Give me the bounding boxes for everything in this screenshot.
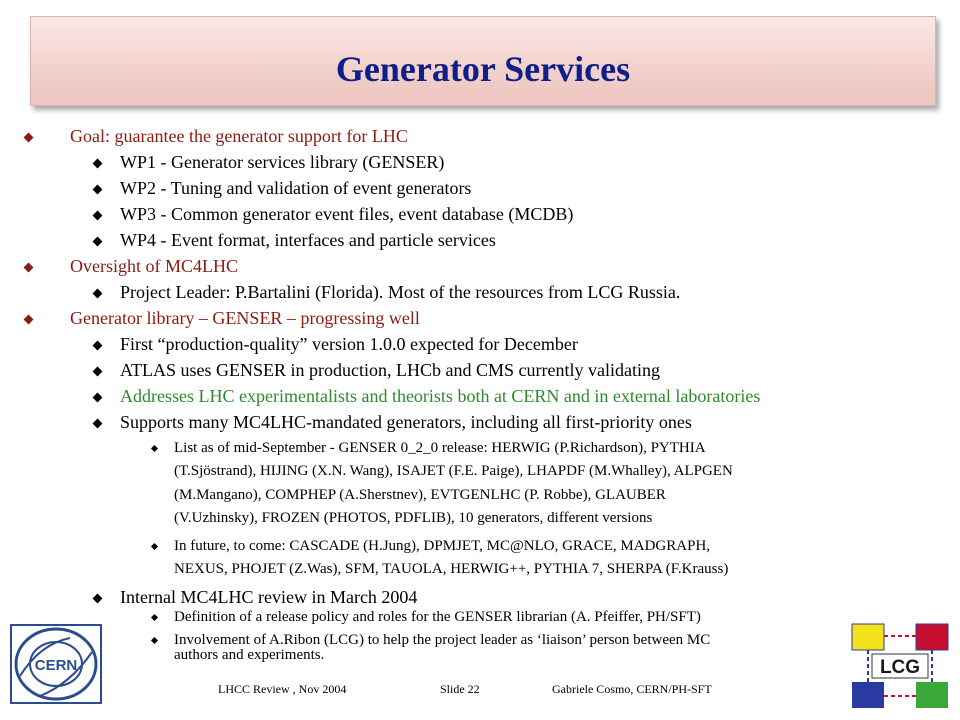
bullet-text: Project Leader: P.Bartalini (Florida). Most of the resources from LCG Russia. xyxy=(120,282,681,302)
diamond-bullet-icon xyxy=(93,367,103,377)
bullet-level-1 xyxy=(70,126,408,147)
bullet-level-3 xyxy=(174,609,701,626)
diamond-bullet-icon xyxy=(151,614,158,621)
footer-slide-number: Slide 22 xyxy=(440,682,480,696)
diamond-bullet-icon xyxy=(93,594,103,604)
bullet-level-2 xyxy=(120,587,417,608)
diamond-bullet-icon xyxy=(93,211,103,221)
diamond-bullet-icon xyxy=(24,263,34,273)
bullet-level-3 xyxy=(174,440,706,457)
lcg-logo xyxy=(850,622,950,710)
footer-author: Gabriele Cosmo, CERN/PH-SFT xyxy=(552,682,712,696)
bullet-text: ATLAS uses GENSER in production, LHCb and CMS currently validating xyxy=(120,360,660,380)
slide-title: Generator Services xyxy=(335,49,631,89)
bullet-continuation xyxy=(174,487,666,504)
footer-event: LHCC Review , Nov 2004 xyxy=(218,682,347,696)
bullet-text: Addresses LHC experimentalists and theorists both at CERN and in external laboratories xyxy=(120,386,761,406)
diamond-bullet-icon xyxy=(93,289,103,299)
diamond-bullet-icon xyxy=(151,637,158,644)
diamond-bullet-icon xyxy=(151,543,158,550)
bullet-text: WP3 - Common generator event files, event database (MCDB) xyxy=(120,204,574,224)
bullet-level-2 xyxy=(120,386,760,407)
bullet-text: NEXUS, PHOJET (Z.Was), SFM, TAUOLA, HERWIG++, PYTHIA 7, SHERPA (F.Krauss) xyxy=(174,561,729,577)
diamond-bullet-icon xyxy=(151,445,158,452)
bullet-text: WP4 - Event format, interfaces and particle services xyxy=(120,230,496,250)
bullet-continuation xyxy=(174,648,324,663)
bullet-level-2 xyxy=(120,178,471,199)
bullet-level-2 xyxy=(120,360,660,381)
bullet-continuation xyxy=(174,463,733,480)
bullet-level-1 xyxy=(70,256,238,277)
bullet-text: Goal: guarantee the generator support for LHC xyxy=(70,126,408,146)
bullet-text: Internal MC4LHC review in March 2004 xyxy=(120,587,418,607)
bullet-text: List as of mid-September - GENSER 0_2_0 release: HERWIG (P.Richardson), PYTHIA xyxy=(174,440,706,456)
bullet-level-2 xyxy=(120,282,680,303)
diamond-bullet-icon xyxy=(93,159,103,169)
bullet-level-2 xyxy=(120,204,573,225)
bullet-continuation xyxy=(174,510,652,527)
bullet-text: (M.Mangano), COMPHEP (A.Sherstnev), EVTGENLHC (P. Robbe), GLAUBER xyxy=(174,487,666,503)
bullet-level-2 xyxy=(120,334,578,355)
diamond-bullet-icon xyxy=(93,185,103,195)
diamond-bullet-icon xyxy=(93,419,103,429)
bullet-level-2 xyxy=(120,412,692,433)
bullet-text: WP2 - Tuning and validation of event generators xyxy=(120,178,472,198)
diamond-bullet-icon xyxy=(93,341,103,351)
cern-logo-text: CERN xyxy=(34,657,78,674)
bullet-text: WP1 - Generator services library (GENSER) xyxy=(120,152,445,172)
bullet-text: Supports many MC4LHC-mandated generators, including all first-priority ones xyxy=(120,412,692,432)
bullet-level-3 xyxy=(174,538,710,555)
bullet-continuation xyxy=(174,561,728,578)
diamond-bullet-icon xyxy=(24,315,34,325)
diamond-bullet-icon xyxy=(24,133,34,143)
diamond-bullet-icon xyxy=(93,393,103,403)
bullet-text: authors and experiments. xyxy=(174,647,325,663)
bullet-level-2 xyxy=(120,152,444,173)
bullet-text: Definition of a release policy and roles for the GENSER librarian (A. Pfeiffer, PH/SFT) xyxy=(174,609,701,625)
bullet-text: In future, to come: CASCADE (H.Jung), DPMJET, MC@NLO, GRACE, MADGRAPH, xyxy=(174,538,711,554)
bullet-text: Oversight of MC4LHC xyxy=(70,256,238,276)
bullet-level-1 xyxy=(70,308,420,329)
diamond-bullet-icon xyxy=(93,237,103,247)
cern-logo xyxy=(10,624,102,704)
bullet-text: Generator library – GENSER – progressing well xyxy=(70,308,420,328)
bullet-text: (V.Uzhinsky), FROZEN (PHOTOS, PDFLIB), 10 generators, different versions xyxy=(174,510,653,526)
bullet-text: First “production-quality” version 1.0.0 expected for December xyxy=(120,334,578,354)
lcg-logo-text: LCG xyxy=(879,657,921,678)
bullet-text: (T.Sjöstrand), HIJING (X.N. Wang), ISAJET (F.E. Paige), LHAPDF (M.Whalley), ALPGEN xyxy=(174,463,733,479)
bullet-text: Involvement of A.Ribon (LCG) to help the project leader as ‘liaison’ person between MC xyxy=(174,632,711,648)
bullet-level-2 xyxy=(120,230,496,251)
